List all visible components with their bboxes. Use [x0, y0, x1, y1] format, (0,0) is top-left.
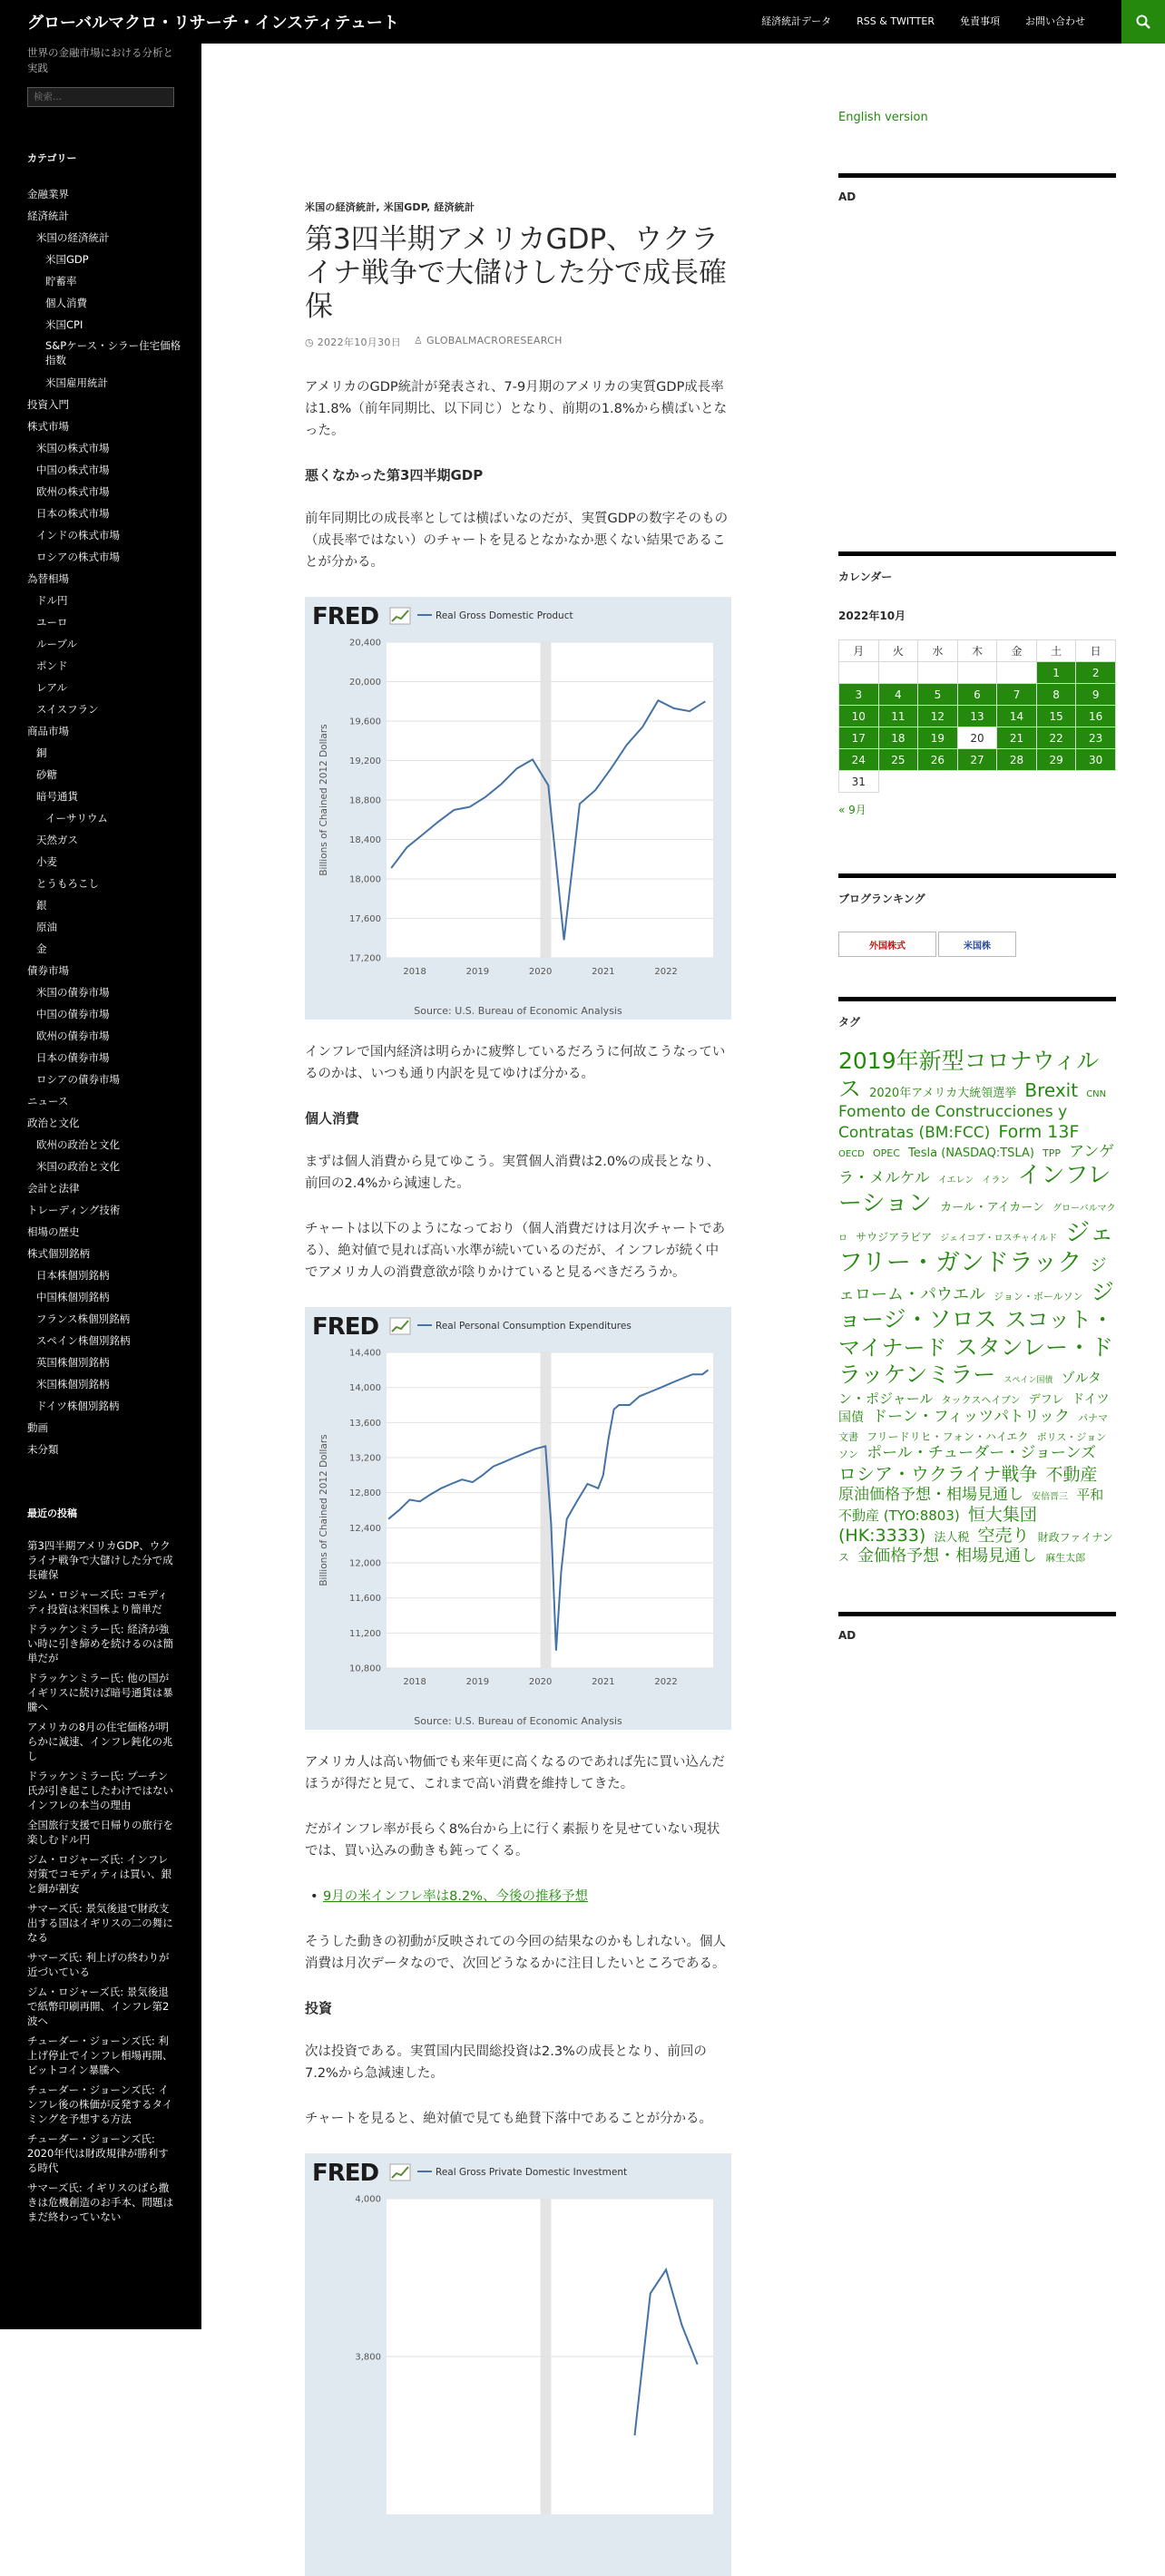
fred-chart-investment[interactable] [305, 2153, 731, 2576]
calendar-table [838, 639, 1116, 793]
tag-link[interactable]: 麻生太郎 [1045, 1552, 1086, 1565]
sidebar-category-item[interactable]: 中国株個別銘柄 [36, 1291, 110, 1303]
tag-link[interactable]: ジェフリー・ガンドラック [838, 1219, 1114, 1278]
sidebar-category-item[interactable]: 会計と法律 [27, 1182, 80, 1195]
tag-link[interactable]: 不動産 [1045, 1465, 1098, 1486]
calendar-weekday: 金 [997, 640, 1037, 662]
sidebar-category-item[interactable]: トレーディング技術 [27, 1204, 121, 1216]
sidebar-category-item[interactable]: レアル [36, 681, 68, 694]
sidebar-category-item[interactable]: 原油 [36, 921, 57, 933]
fred-logo-chart-icon [390, 1318, 410, 1334]
calendar-day: 20 [957, 727, 997, 749]
x-tick-label: 2019 [465, 1677, 490, 1687]
tag-link[interactable]: OECD [838, 1148, 865, 1159]
calendar-day[interactable]: 29 [1036, 749, 1076, 771]
legend-label: Real Gross Private Domestic Investment [436, 2167, 628, 2178]
sidebar-category-item[interactable]: 未分類 [27, 1443, 59, 1456]
sidebar-category-item[interactable]: 株式個別銘柄 [27, 1247, 90, 1260]
y-tick-label: 3,800 [355, 2352, 381, 2363]
tag-link[interactable]: カール・アイカーン [940, 1201, 1044, 1215]
calendar-day[interactable]: 1 [1036, 662, 1076, 684]
paragraph: まずは個人消費から見てゆこう。実質個人消費は2.0%の成長となり、前回の2.4%から減速した。 [305, 1155, 720, 1191]
calendar-weekday: 土 [1036, 640, 1076, 662]
calendar-weekday: 水 [918, 640, 958, 662]
nav-economic-data[interactable]: 経済統計データ [761, 15, 832, 27]
calendar-empty-cell [918, 771, 958, 793]
y-tick-label: 12,800 [349, 1488, 381, 1499]
chart-source: Source: U.S. Bureau of Economic Analysis [414, 1005, 622, 1017]
sidebar-category-item[interactable]: 中国の債券市場 [36, 1008, 110, 1020]
post-date-text: 2022年10月30日 [317, 337, 401, 348]
recent-post-link[interactable]: アメリカの8月の住宅価格が明らかに減速、インフレ鈍化の兆し [27, 1721, 173, 1762]
calendar-prev-month-link[interactable]: « 9月 [838, 804, 866, 816]
sidebar-category-item[interactable]: 中国の株式市場 [36, 463, 110, 476]
ad-widget [838, 173, 1116, 203]
tag-link[interactable]: Brexit [1024, 1078, 1079, 1101]
y-tick-label: 12,000 [349, 1558, 381, 1569]
foreign-stock-ranking-banner[interactable] [838, 932, 936, 957]
calendar-day[interactable]: 25 [878, 749, 918, 771]
calendar-day[interactable]: 5 [918, 684, 958, 706]
recent-post-link[interactable]: 第3四半期アメリカGDP、ウクライナ戦争で大儲けした分で成長確保 [27, 1539, 173, 1581]
calendar-empty-cell [957, 771, 997, 793]
calendar-day[interactable]: 11 [878, 706, 918, 727]
sidebar-category-item[interactable]: 欧州の政治と文化 [36, 1138, 120, 1151]
tag-link[interactable]: スコット・マイナード [838, 1307, 1114, 1361]
sidebar-category-item[interactable]: 日本株個別銘柄 [36, 1269, 110, 1282]
tag-link[interactable]: OPEC [872, 1147, 900, 1159]
calendar-month: 2022年10月 [838, 610, 906, 622]
recent-post-link[interactable]: ジム・ロジャーズ氏: コモディティ投資は米国株より簡単だ [27, 1588, 168, 1615]
sidebar-category-item[interactable]: ユーロ [36, 616, 68, 629]
sidebar-category-item[interactable]: ロシアの株式市場 [36, 551, 120, 563]
tag-link[interactable]: イエレン [937, 1175, 974, 1186]
recent-post-link[interactable]: サマーズ氏: 利上げの終わりが近づいている [27, 1951, 170, 1978]
post-author-text: GLOBALMACRORESEARCH [426, 335, 563, 346]
recent-posts-heading: 最近の投稿 [27, 1508, 77, 1519]
tag-link[interactable]: 恒大集団 (HK:3333) [838, 1504, 1037, 1547]
y-tick-label: 20,000 [349, 678, 381, 688]
fred-logo-text: FRED [312, 1313, 379, 1341]
fred-logo-chart-icon [390, 608, 410, 624]
tag-link[interactable]: 原油価格予想・相場見通し [838, 1486, 1023, 1505]
fred-icon-frame [390, 1318, 410, 1334]
sidebar-category-item[interactable]: 銀 [36, 899, 47, 912]
calendar-day[interactable]: 30 [1076, 749, 1116, 771]
x-tick-label: 2020 [528, 967, 553, 977]
y-tick-label: 4,000 [355, 2194, 381, 2205]
calendar-day[interactable]: 4 [878, 684, 918, 706]
calendar-empty-cell [839, 662, 879, 684]
sidebar-category-item[interactable]: S&Pケース・シラー住宅価格指数 [45, 339, 181, 366]
article [305, 200, 731, 2576]
paragraph: チャートを見ると、絶対値で見ても絶賛下落中であることが分かる。 [305, 2112, 713, 2126]
sidebar-category-item[interactable]: ロシアの債券市場 [36, 1073, 120, 1086]
tag-link[interactable]: 平和不動産 (TYO:8803) [838, 1487, 1104, 1524]
tag-link[interactable]: ドーン・フィッツパトリック [872, 1408, 1071, 1427]
site-tagline: 世界の金融市場における分析と実践 [27, 46, 173, 74]
sidebar-category-item[interactable]: ニュース [27, 1095, 69, 1107]
recent-post-link[interactable]: ドラッケンミラー氏: 他の国がイギリスに続けば暗号通貨は暴騰へ [27, 1672, 173, 1713]
y-tick-label: 11,200 [349, 1628, 381, 1639]
calendar-empty-cell [997, 662, 1037, 684]
y-tick-label: 17,600 [349, 914, 381, 924]
sidebar-category-item[interactable]: 政治と文化 [27, 1117, 80, 1129]
sidebar-category-item[interactable]: 投資入門 [27, 398, 69, 411]
sidebar-category-item[interactable]: イーサリウム [45, 812, 108, 825]
sidebar-category-item[interactable]: 欧州の債券市場 [36, 1029, 110, 1042]
legend-label: Real Gross Domestic Product [436, 610, 573, 621]
section-heading: 投資 [305, 2000, 333, 2016]
y-tick-label: 14,400 [349, 1348, 381, 1359]
fred-chart-svg [305, 597, 731, 1020]
calendar-empty-cell [1076, 771, 1116, 793]
calendar-day[interactable]: 26 [918, 749, 958, 771]
y-tick-label: 14,000 [349, 1383, 381, 1394]
recent-post-link[interactable]: チューダー・ジョーンズ氏: 利上げ停止でインフレ相場再開、ビットコイン暴騰へ [27, 2034, 173, 2076]
sidebar-category-item[interactable]: スイスフラン [36, 703, 99, 716]
calendar-day[interactable]: 19 [918, 727, 958, 749]
banner-text: 米国株 [964, 941, 991, 951]
ad-label: AD [838, 190, 857, 203]
sidebar-category-item[interactable]: 個人消費 [45, 297, 87, 309]
sidebar-category-item[interactable]: 米国雇用統計 [45, 376, 108, 389]
tag-link[interactable]: スペイン国債 [1003, 1376, 1053, 1386]
calendar-empty-cell [878, 771, 918, 793]
calendar-day[interactable]: 14 [997, 706, 1037, 727]
fred-chart-svg [305, 2153, 731, 2576]
calendar-day: 31 [839, 771, 879, 793]
right-sidebar [838, 107, 1116, 1642]
sidebar-category-item[interactable]: 経済統計 [27, 210, 69, 222]
recent-post-link[interactable]: ジム・ロジャーズ氏: インフレ対策でコモディティは買い、銀と銅が割安 [27, 1853, 172, 1895]
sidebar-category-item[interactable]: 金 [36, 942, 47, 955]
post-date[interactable] [305, 335, 401, 349]
calendar-weekday: 月 [839, 640, 879, 662]
y-tick-label: 17,200 [349, 953, 381, 964]
tag-link[interactable]: フリードリヒ・フォン・ハイエク [866, 1429, 1029, 1443]
calendar-weekday: 木 [957, 640, 997, 662]
tag-link[interactable]: デフレ [1028, 1392, 1064, 1407]
recent-post-link[interactable]: ドラッケンミラー氏: 経済が強い時に引き締めを続けるのは簡単だが [27, 1623, 173, 1664]
fred-chart-consumption[interactable] [305, 1307, 731, 1730]
recent-post-link[interactable]: ドラッケンミラー氏: プーチン氏が引き起こしたわけではないインフレの本当の理由 [27, 1770, 173, 1811]
english-version-link[interactable]: English version [838, 111, 928, 124]
sidebar-category-item[interactable]: スペイン株個別銘柄 [36, 1334, 131, 1347]
recent-post-link[interactable]: チューダー・ジョーンズ氏: 2020年代は財政規律が勝利する時代 [27, 2132, 169, 2174]
y-tick-label: 18,800 [349, 795, 381, 806]
y-tick-label: 10,800 [349, 1664, 381, 1674]
nav-rss-twitter[interactable]: RSS & TWITTER [857, 15, 935, 27]
x-tick-label: 2020 [528, 1677, 553, 1687]
calendar-empty-cell [1036, 771, 1076, 793]
calendar-day[interactable]: 8 [1036, 684, 1076, 706]
y-tick-label: 13,600 [349, 1418, 381, 1429]
sidebar-category-item[interactable]: 小麦 [36, 855, 57, 868]
sidebar-category-item[interactable]: ドル円 [36, 594, 68, 607]
sidebar-category-item[interactable]: 為替相場 [27, 572, 69, 585]
ranking-banners [838, 932, 1116, 957]
tag-link[interactable]: スタンレー・ドラッケンミラー [838, 1333, 1114, 1389]
site-title[interactable]: グローバルマクロ・リサーチ・インスティテュート [27, 14, 399, 33]
calendar-empty-cell [957, 662, 997, 684]
calendar-day[interactable]: 12 [918, 706, 958, 727]
categories-heading: カテゴリー [27, 152, 77, 164]
tag-cloud [838, 1048, 1116, 1566]
calendar-empty-cell [997, 771, 1037, 793]
calendar-day[interactable]: 18 [878, 727, 918, 749]
sidebar-category-item[interactable]: 米国GDP [45, 253, 89, 266]
calendar-day[interactable]: 15 [1036, 706, 1076, 727]
paragraph: アメリカ人は高い物価でも来年更に高くなるのであれば先に買い込んだほうが得だと見て、これまで高い消費を維持してきた。 [305, 1755, 725, 1791]
calendar-day[interactable]: 24 [839, 749, 879, 771]
fred-logo-text: FRED [312, 2160, 379, 2187]
recent-post-link[interactable]: チューダー・ジョーンズ氏: インフレ後の株価が反発するタイミングを予想する方法 [27, 2083, 173, 2125]
sidebar-search-input[interactable] [27, 87, 174, 107]
recent-post-link[interactable]: サマーズ氏: 景気後退で財政支出する国はイギリスの二の舞になる [27, 1902, 173, 1944]
y-tick-label: 18,400 [349, 835, 381, 845]
fred-logo-text: FRED [312, 603, 379, 630]
category-list [0, 183, 201, 1460]
sidebar-category-item[interactable]: 米国の経済統計 [36, 231, 110, 244]
sidebar-category-item[interactable]: 動画 [27, 1421, 48, 1434]
tag-link[interactable]: CNN [1086, 1088, 1107, 1099]
sidebar-category-item[interactable]: 米国の債券市場 [36, 986, 110, 999]
tag-link[interactable]: ジョン・ボールソン [994, 1290, 1083, 1303]
calendar-day[interactable]: 6 [957, 684, 997, 706]
calendar-day[interactable]: 7 [997, 684, 1037, 706]
tag-link[interactable]: 法人税 [934, 1531, 970, 1546]
calendar-day[interactable]: 23 [1076, 727, 1116, 749]
y-axis-label: Billions of Chained 2012 Dollars [318, 1434, 329, 1586]
tags-heading: タグ [838, 1016, 861, 1029]
paragraph: 前年同期比の成長率としては横ばいなのだが、実質GDPの数字そのもの（成長率ではない）のチャートを見るとなかなか悪くない結果であることが分かる。 [305, 512, 729, 570]
section-heading: 個人消費 [305, 1110, 360, 1127]
sidebar-category-item[interactable]: 株式市場 [27, 420, 69, 433]
chart-source: Source: U.S. Bureau of Economic Analysis [414, 1715, 622, 1727]
fred-icon-frame [390, 608, 410, 624]
fred-icon-frame [390, 2164, 410, 2181]
us-stock-ranking-banner[interactable] [938, 932, 1016, 957]
post-author[interactable] [414, 335, 563, 349]
calendar-day[interactable]: 22 [1036, 727, 1076, 749]
calendar-widget [838, 551, 1116, 817]
fred-chart-gdp[interactable] [305, 597, 731, 1020]
sidebar-category-item[interactable]: 米国CPI [45, 318, 83, 331]
recent-post-link[interactable]: ジム・ロジャーズ氏: 景気後退で紙幣印刷再開、インフレ第2波へ [27, 1986, 170, 2027]
tag-link[interactable]: ジェイコブ・ロスチャイルド [940, 1234, 1058, 1244]
x-tick-label: 2022 [654, 1677, 678, 1687]
tag-link[interactable]: ドイツ国債 [838, 1391, 1110, 1426]
fred-logo-chart-icon [390, 2164, 410, 2181]
primary-nav [749, 0, 1098, 44]
tag-link[interactable]: 空売り [977, 1526, 1030, 1547]
sidebar-category-item[interactable]: 米国の政治と文化 [36, 1160, 120, 1173]
paragraph: インフレで国内経済は明らかに疲弊しているだろうに何故こうなっているのかは、いつも通り内訳を見てゆけば分かる。 [305, 1045, 726, 1081]
tag-link[interactable]: イラン [982, 1175, 1010, 1186]
sidebar-category-item[interactable]: 米国株個別銘柄 [36, 1378, 110, 1390]
ad-widget [838, 1612, 1116, 1642]
y-tick-label: 19,600 [349, 717, 381, 727]
search-icon [1135, 14, 1151, 30]
tag-link[interactable]: ジェローム・パウエル [838, 1256, 1107, 1304]
sidebar-category-item[interactable]: 金融業界 [27, 188, 69, 200]
calendar-day[interactable]: 21 [997, 727, 1037, 749]
list-item [305, 1886, 731, 1908]
calendar-day[interactable]: 27 [957, 749, 997, 771]
recent-posts-list [0, 1538, 201, 2224]
tags-widget [838, 997, 1116, 1566]
sidebar-category-item[interactable]: 欧州の株式市場 [36, 485, 110, 498]
search-toggle-button[interactable] [1121, 0, 1165, 44]
recent-post-link[interactable]: サマーズ氏: イギリスのばら撒きは危機創造のお手本、問題はまだ終わっていない [27, 2181, 173, 2223]
tag-link[interactable]: 2019年新型コロナウィルス [838, 1048, 1100, 1102]
calendar-day[interactable]: 10 [839, 706, 879, 727]
nav-disclaimer[interactable]: 免責事項 [960, 15, 1000, 27]
page-title: 第3四半期アメリカGDP、ウクライナ戦争で大儲けした分で成長確保 [305, 223, 727, 323]
tag-link[interactable]: Tesla (NASDAQ:TSLA) [908, 1146, 1034, 1160]
site-header [0, 0, 1165, 44]
sidebar-category-item[interactable]: 日本の債券市場 [36, 1051, 110, 1064]
tag-link[interactable]: アンゲラ・メルケル [838, 1142, 1115, 1187]
tag-link[interactable]: 財政ファイナンス [838, 1531, 1113, 1565]
tag-link[interactable]: ジョージ・ソロス [838, 1278, 1114, 1333]
entry-meta [305, 335, 731, 349]
ranking-widget [838, 873, 1116, 957]
tag-link[interactable]: Form 13F [998, 1121, 1080, 1142]
tag-link[interactable]: 安倍晋三 [1032, 1492, 1069, 1503]
tag-link[interactable]: タックスヘイブン [941, 1393, 1021, 1406]
sidebar-category-item[interactable]: フランス株個別銘柄 [36, 1312, 131, 1325]
paragraph: そうした動きの初動が反映されての今回の結果なのかもしれない。個人消費は月次データなので、次回どうなるかに注目したいところである。 [305, 1935, 726, 1971]
x-tick-label: 2019 [465, 967, 490, 977]
tag-link[interactable]: グローバルマクロ [838, 1204, 1116, 1244]
calendar-day[interactable]: 28 [997, 749, 1037, 771]
calendar-day[interactable]: 13 [957, 706, 997, 727]
x-tick-label: 2018 [403, 967, 426, 977]
section-heading: 悪くなかった第3四半期GDP [305, 467, 484, 483]
calendar-day[interactable]: 2 [1076, 662, 1116, 684]
sidebar-category-item[interactable]: 債券市場 [27, 964, 69, 977]
tag-link[interactable]: ポール・チューダー・ジョーンズ [866, 1444, 1097, 1463]
x-tick-label: 2018 [403, 1677, 426, 1687]
y-axis-label: Billions of Chained 2012 Dollars [318, 724, 329, 876]
sidebar-category-item[interactable]: ポンド [36, 659, 68, 672]
tag-link[interactable]: 2020年アメリカ大統領選挙 [869, 1086, 1017, 1100]
tag-link[interactable]: 金価格予想・相場見通し [857, 1547, 1038, 1566]
tag-link[interactable]: サウジアラビア [856, 1231, 933, 1244]
calendar-empty-cell [918, 662, 958, 684]
calendar-heading: カレンダー [838, 571, 893, 583]
tag-link[interactable]: TPP [1043, 1147, 1062, 1159]
fred-chart-svg [305, 1307, 731, 1730]
y-tick-label: 11,600 [349, 1594, 381, 1605]
y-tick-label: 19,200 [349, 756, 381, 766]
tag-link[interactable]: インフレーション [838, 1161, 1111, 1218]
x-tick-label: 2022 [654, 967, 678, 977]
sidebar-category-item[interactable]: インドの株式市場 [36, 529, 120, 542]
x-tick-label: 2021 [592, 1677, 615, 1687]
sidebar-category-item[interactable]: 相場の歴史 [27, 1225, 80, 1238]
calendar-weekday: 日 [1076, 640, 1116, 662]
calendar-empty-cell [878, 662, 918, 684]
sidebar-category-item[interactable]: 暗号通貨 [36, 790, 78, 803]
calendar-day[interactable]: 9 [1076, 684, 1116, 706]
y-tick-label: 13,200 [349, 1453, 381, 1464]
sidebar-category-item[interactable]: ドイツ株個別銘柄 [36, 1400, 120, 1412]
nav-contact[interactable]: お問い合わせ [1025, 15, 1085, 27]
calendar-day[interactable]: 17 [839, 727, 879, 749]
sidebar-category-item[interactable]: 日本の株式市場 [36, 507, 110, 520]
inflation-article-link[interactable]: 9月の米インフレ率は8.2%、今後の推移予想 [323, 1889, 588, 1904]
ad-label: AD [838, 1629, 857, 1643]
paragraph: だがインフレ率が長らく8%台から上に行く素振りを見せていない現状では、買い込みの動きも鈍ってくる。 [305, 1822, 720, 1859]
x-tick-label: 2021 [592, 967, 615, 977]
y-tick-label: 20,400 [349, 638, 381, 649]
sidebar-category-item[interactable]: ルーブル [36, 638, 77, 650]
tag-link[interactable]: パナマ文書 [838, 1412, 1109, 1443]
clock-icon: ◷ [305, 337, 314, 348]
sidebar-category-item[interactable]: 米国の株式市場 [36, 442, 110, 454]
banner-text: 外国株式 [869, 941, 906, 951]
sidebar-category-item[interactable]: 商品市場 [27, 725, 69, 737]
sidebar-category-item[interactable]: 英国株個別銘柄 [36, 1356, 110, 1369]
calendar-weekday: 火 [878, 640, 918, 662]
tag-link[interactable]: Fomento de Construcciones y Contratas (BM:FCC) [838, 1103, 1068, 1142]
calendar-day[interactable]: 3 [839, 684, 879, 706]
tag-link[interactable]: ボリス・ジョンソン [838, 1430, 1107, 1461]
tag-link[interactable]: ゾルタン・ポジャール [838, 1370, 1101, 1407]
legend-label: Real Personal Consumption Expenditures [436, 1321, 631, 1332]
paragraph: チャートは以下のようになっており（個人消費だけは月次チャートである）、絶対値で見れば高い水準が続いているのだが、インフレが続く中でアメリカ人の消費意欲が陰りかけていると見るべきだろうか。 [305, 1222, 726, 1280]
sidebar-category-item[interactable]: 砂糖 [36, 768, 57, 781]
entry-categories[interactable]: 米国の経済統計, 米国GDP, 経済統計 [305, 201, 475, 213]
sidebar-category-item[interactable]: 天然ガス [36, 834, 78, 846]
recent-post-link[interactable]: 全国旅行支援で日帰りの旅行を楽しむドル円 [27, 1819, 173, 1846]
left-sidebar [0, 44, 201, 2329]
y-tick-label: 12,400 [349, 1523, 381, 1534]
user-icon: ♙ [414, 335, 424, 346]
paragraph: アメリカのGDP統計が発表され、7-9月期のアメリカの実質GDP成長率は1.8%（前年同期比、以下同じ）となり、前期の1.8%から横ばいとなった。 [305, 380, 728, 438]
sidebar-category-item[interactable]: 銅 [36, 746, 47, 759]
sidebar-category-item[interactable]: 貯蓄率 [45, 275, 77, 288]
sidebar-category-item[interactable]: とうもろこし [36, 877, 99, 890]
ranking-heading: ブログランキング [838, 893, 925, 905]
paragraph: 次は投資である。実質国内民間総投資は2.3%の成長となり、前回の7.2%から急減速した。 [305, 2044, 707, 2081]
tag-link[interactable]: ロシア・ウクライナ戦争 [838, 1463, 1038, 1486]
y-tick-label: 18,000 [349, 874, 381, 885]
calendar-day[interactable]: 16 [1076, 706, 1116, 727]
